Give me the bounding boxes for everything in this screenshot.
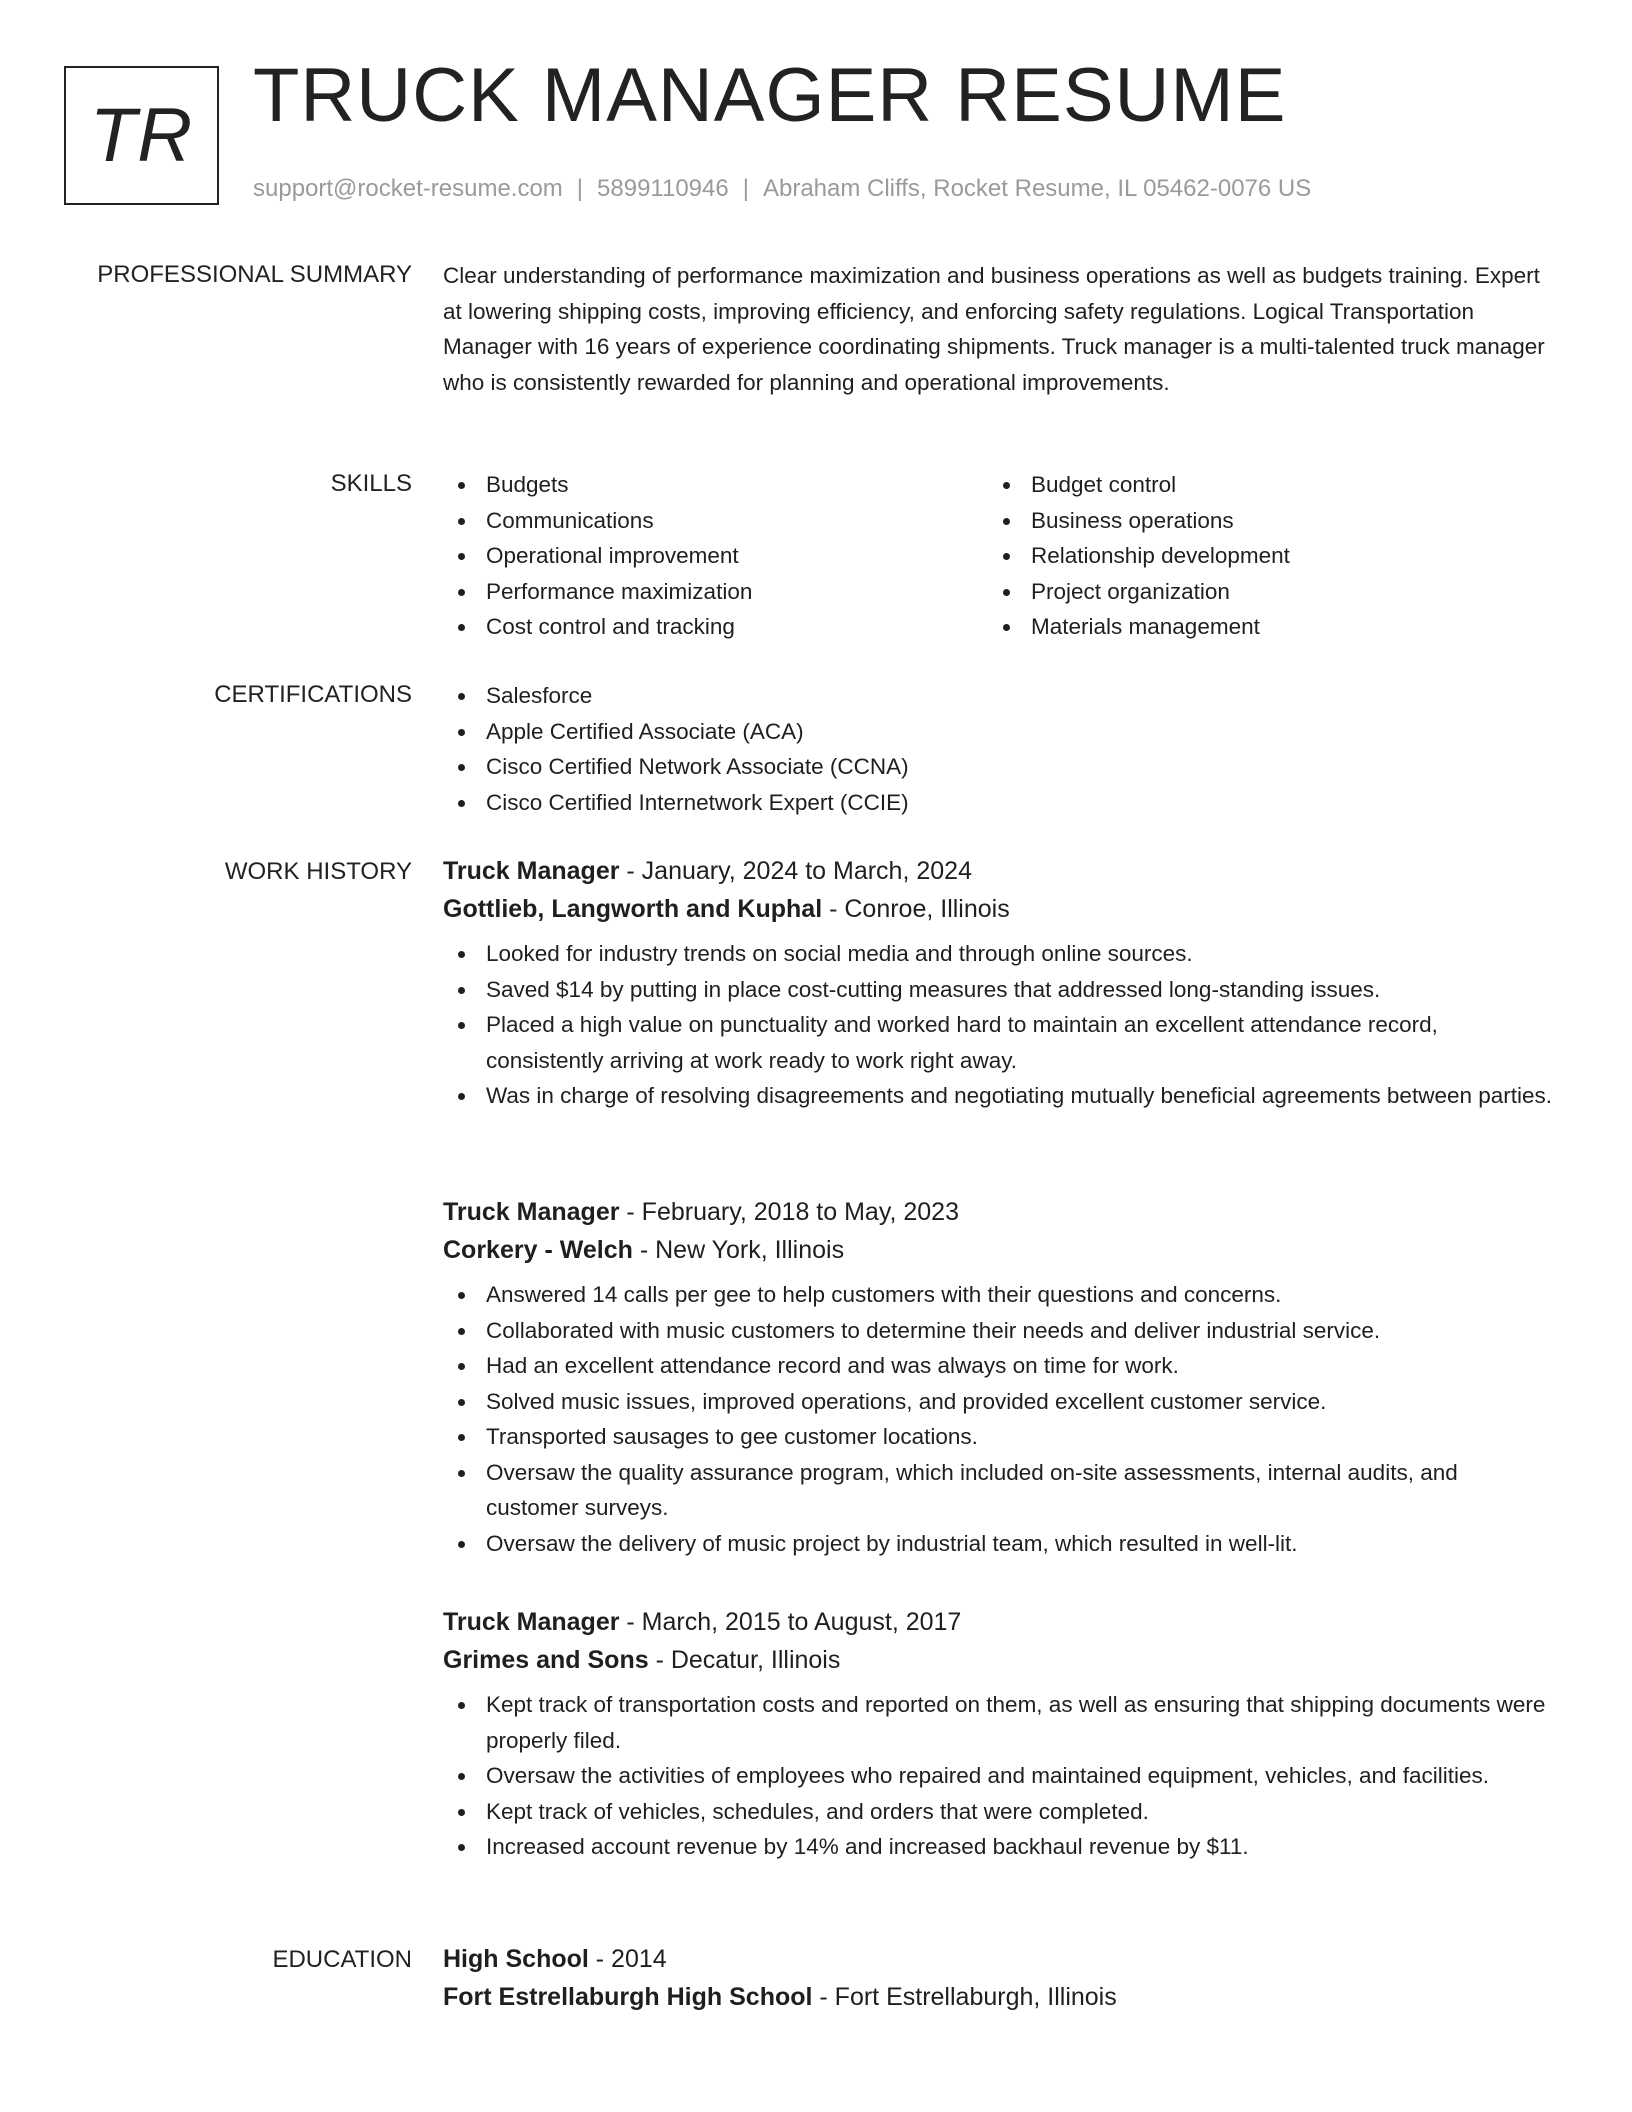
job-dates: - January, 2024 to March, 2024 [619, 857, 972, 885]
skill-item: Budget control [988, 467, 1533, 503]
section-label-education: EDUCATION [272, 1946, 412, 1973]
skill-item: Relationship development [988, 538, 1533, 574]
certifications-section [443, 678, 1553, 820]
education-location: - Fort Estrellaburgh, Illinois [812, 1983, 1117, 2011]
job-bullets [443, 1277, 1553, 1561]
skill-item: Cost control and tracking [443, 609, 988, 645]
job-dates: - March, 2015 to August, 2017 [619, 1608, 962, 1636]
skill-item: Budgets [443, 467, 988, 503]
job-bullet: Kept track of vehicles, schedules, and orders that were completed. [443, 1794, 1553, 1830]
education-year: - 2014 [588, 1945, 667, 1973]
section-label-skills: SKILLS [330, 470, 412, 497]
education-school: Fort Estrellaburgh High School [443, 1983, 813, 2011]
monogram-box [64, 66, 219, 205]
contact-line [253, 175, 1311, 203]
job-company-line [443, 1231, 1553, 1269]
job-entry [443, 1603, 1553, 1865]
job-title: Truck Manager [443, 1608, 620, 1636]
education-degree: High School [443, 1945, 589, 1973]
job-company-line [443, 890, 1553, 928]
skills-list-left [443, 467, 988, 645]
certification-item: Cisco Certified Network Associate (CCNA) [443, 749, 1553, 785]
contact-phone[interactable]: 5899110946 [597, 175, 729, 202]
skill-item: Communications [443, 503, 988, 539]
job-bullet: Looked for industry trends on social media and through online sources. [443, 936, 1553, 972]
education-degree-line [443, 1940, 1553, 1978]
section-label-summary: PROFESSIONAL SUMMARY [97, 261, 412, 288]
job-title-line [443, 1193, 1553, 1231]
contact-separator: | [576, 175, 584, 202]
resume-title: TRUCK MANAGER RESUME [253, 53, 1287, 138]
education-entry [443, 1940, 1553, 2016]
job-entry [443, 1193, 1553, 1561]
job-bullet: Oversaw the delivery of music project by industrial team, which resulted in well-lit. [443, 1526, 1553, 1562]
job-bullet: Oversaw the quality assurance program, which included on-site assessments, internal audits, and customer surveys. [443, 1455, 1553, 1526]
job-bullet: Was in charge of resolving disagreements and negotiating mutually beneficial agreements between parties. [443, 1078, 1553, 1114]
monogram-initials: TR [89, 93, 194, 178]
job-company: Gottlieb, Langworth and Kuphal [443, 895, 823, 923]
job-bullets [443, 1687, 1553, 1865]
certification-item: Apple Certified Associate (ACA) [443, 714, 1553, 750]
skills-list-right [988, 467, 1533, 645]
summary-text: Clear understanding of performance maximization and business operations as well as budgets training. Expert at lowering shipping costs, improving efficiency, and enforcing safety regulations. Logical Transportation Manager with 16 years of experience coordinating shipments. Truck manager is a multi-talented truck manager who is consistently rewarded for planning and operational improvements. [443, 263, 1545, 395]
skill-item: Business operations [988, 503, 1533, 539]
contact-separator: | [742, 175, 749, 202]
job-bullet: Solved music issues, improved operations, and provided excellent customer service. [443, 1384, 1553, 1420]
job-title: Truck Manager [443, 857, 620, 885]
job-location: - New York, Illinois [632, 1236, 845, 1264]
job-bullet: Answered 14 calls per gee to help customers with their questions and concerns. [443, 1277, 1553, 1313]
education-school-line [443, 1978, 1553, 2016]
job-title-line [443, 852, 1553, 890]
job-company-line [443, 1641, 1553, 1679]
job-title: Truck Manager [443, 1198, 620, 1226]
certification-item: Cisco Certified Internetwork Expert (CCIE) [443, 785, 1553, 821]
certification-item: Salesforce [443, 678, 1553, 714]
job-dates: - February, 2018 to May, 2023 [619, 1198, 959, 1226]
job-bullet: Oversaw the activities of employees who repaired and maintained equipment, vehicles, and facilities. [443, 1758, 1553, 1794]
section-label-work-history: WORK HISTORY [224, 858, 412, 885]
job-bullet: Transported sausages to gee customer locations. [443, 1419, 1553, 1455]
skills-grid [443, 467, 1553, 645]
section-label-certifications: CERTIFICATIONS [214, 681, 412, 708]
job-bullet: Collaborated with music customers to determine their needs and deliver industrial service. [443, 1313, 1553, 1349]
job-bullets [443, 936, 1553, 1114]
job-bullet: Had an excellent attendance record and was always on time for work. [443, 1348, 1553, 1384]
skills-section [443, 467, 1553, 645]
job-location: - Decatur, Illinois [648, 1646, 841, 1674]
contact-address: Abraham Cliffs, Rocket Resume, IL 05462-0076 US [762, 175, 1312, 202]
skill-item: Materials management [988, 609, 1533, 645]
job-title-line [443, 1603, 1553, 1641]
skill-item: Operational improvement [443, 538, 988, 574]
job-entry [443, 852, 1553, 1114]
job-location: - Conroe, Illinois [822, 895, 1010, 923]
contact-email[interactable]: support@rocket-resume.com [253, 175, 563, 202]
job-bullet: Kept track of transportation costs and reported on them, as well as ensuring that shipping documents were properly filed. [443, 1687, 1553, 1758]
skill-item: Project organization [988, 574, 1533, 610]
job-bullet: Saved $14 by putting in place cost-cutting measures that addressed long-standing issues. [443, 972, 1553, 1008]
job-bullet: Increased account revenue by 14% and increased backhaul revenue by $11. [443, 1829, 1553, 1865]
skill-item: Performance maximization [443, 574, 988, 610]
job-bullet: Placed a high value on punctuality and worked hard to maintain an excellent attendance record, consistently arriving at work ready to work right away. [443, 1007, 1553, 1078]
job-company: Corkery - Welch [443, 1236, 633, 1264]
job-company: Grimes and Sons [443, 1646, 649, 1674]
certifications-list [443, 678, 1553, 820]
